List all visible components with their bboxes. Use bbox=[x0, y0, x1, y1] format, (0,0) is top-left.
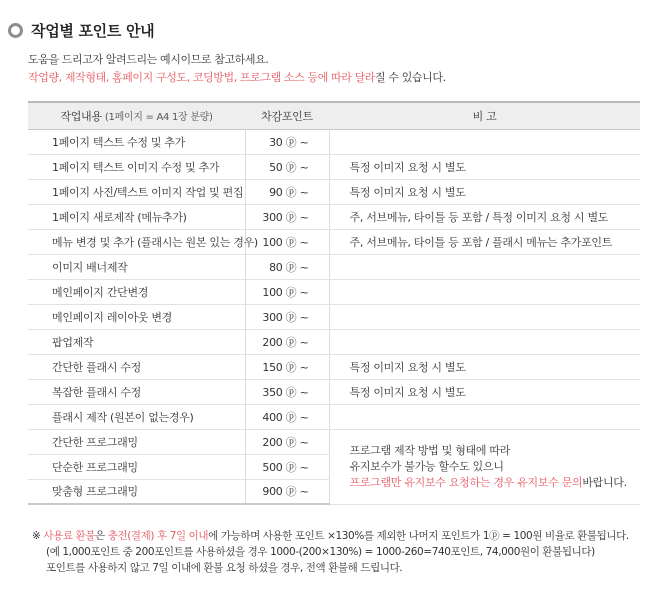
note-line-1 bbox=[32, 528, 629, 544]
points-table bbox=[28, 101, 640, 505]
cell-work: 간단한 플래시 수정 bbox=[28, 354, 245, 379]
header-points: 차감포인트 bbox=[245, 102, 329, 129]
cell-work: 복잡한 플래시 수정 bbox=[28, 379, 245, 404]
cell-work: 맞춤형 프로그래밍 bbox=[28, 479, 245, 504]
table-row bbox=[28, 229, 640, 254]
cell-points: 300 ⓟ ~ bbox=[245, 304, 329, 329]
cell-work: 단순한 프로그래밍 bbox=[28, 454, 245, 479]
table-row bbox=[28, 354, 640, 379]
intro-line-2-rest: 질 수 있습니다. bbox=[375, 71, 446, 84]
table-row bbox=[28, 379, 640, 404]
cell-work: 1페이지 텍스트 이미지 수정 및 추가 bbox=[28, 154, 245, 179]
intro-line-1: 도움을 드리고자 알려드리는 예시이므로 참고하세요. bbox=[28, 53, 269, 66]
cell-work: 1페이지 사진/텍스트 이미지 작업 및 편집 bbox=[28, 179, 245, 204]
table-row bbox=[28, 129, 640, 154]
header-work-sub: (1페이지 = A4 1장 분량) bbox=[104, 111, 213, 123]
section-header bbox=[8, 19, 154, 41]
cell-points: 100 ⓟ ~ bbox=[245, 279, 329, 304]
cell-points: 90 ⓟ ~ bbox=[245, 179, 329, 204]
table-row bbox=[28, 154, 640, 179]
note-mark: ※ bbox=[32, 530, 41, 542]
intro-line-2-highlight: 작업량, 제작형태, 홈페이지 구성도, 코딩방법, 프로그램 소스 등에 따라 달라 bbox=[28, 71, 376, 84]
cell-remarks: 특정 이미지 요청 시 별도 bbox=[329, 179, 640, 204]
header-work-label: 작업내용 bbox=[60, 109, 102, 123]
cell-remarks bbox=[329, 254, 640, 279]
program-remark-highlight: 프로그램만 유지보수 요청하는 경우 유지보수 문의 bbox=[349, 475, 583, 489]
cell-remarks: 특정 이미지 요청 시 별도 bbox=[329, 379, 640, 404]
header-work bbox=[28, 102, 245, 129]
program-remark-line-1: 프로그램 제작 방법 및 형태에 따라 bbox=[349, 443, 511, 457]
note-line-2: (예 1,000포인트 중 200포인트를 사용하셨을 경우 1000-(200×130%) = 1000-260=740포인트, 74,000원이 환불됩니다) bbox=[46, 546, 595, 558]
cell-work: 메인페이지 간단변경 bbox=[28, 279, 245, 304]
cell-points: 200 ⓟ ~ bbox=[245, 329, 329, 354]
table-row bbox=[28, 279, 640, 304]
cell-points: 30 ⓟ ~ bbox=[245, 129, 329, 154]
cell-points: 200 ⓟ ~ bbox=[245, 429, 329, 454]
note-period-highlight: 충전(결제) 후 7일 이내 bbox=[107, 530, 209, 542]
header-remarks: 비 고 bbox=[329, 102, 640, 129]
cell-remarks: 특정 이미지 요청 시 별도 bbox=[329, 154, 640, 179]
refund-notes bbox=[32, 528, 629, 576]
cell-remarks-program bbox=[329, 429, 640, 504]
cell-work: 1페이지 텍스트 수정 및 추가 bbox=[28, 129, 245, 154]
table-header-row bbox=[28, 102, 640, 129]
cell-remarks: 주, 서브메뉴, 타이틀 등 포함 / 플래시 메뉴는 추가포인트 bbox=[329, 229, 640, 254]
note-line-3: 포인트를 사용하지 않고 7일 이내에 환불 요청 하셨을 경우, 전액 환불해 드립니다. bbox=[46, 562, 403, 574]
cell-work: 팝업제작 bbox=[28, 329, 245, 354]
cell-remarks bbox=[329, 279, 640, 304]
cell-points: 80 ⓟ ~ bbox=[245, 254, 329, 279]
cell-remarks: 주, 서브메뉴, 타이틀 등 포함 / 특정 이미지 요청 시 별도 bbox=[329, 204, 640, 229]
cell-remarks bbox=[329, 304, 640, 329]
cell-points: 50 ⓟ ~ bbox=[245, 154, 329, 179]
table-row bbox=[28, 329, 640, 354]
note-text-a: 은 bbox=[95, 530, 105, 542]
cell-remarks bbox=[329, 129, 640, 154]
cell-points: 150 ⓟ ~ bbox=[245, 354, 329, 379]
cell-work: 메인페이지 레이아웃 변경 bbox=[28, 304, 245, 329]
table-row bbox=[28, 254, 640, 279]
cell-points: 900 ⓟ ~ bbox=[245, 479, 329, 504]
page-title: 작업별 포인트 안내 bbox=[31, 21, 155, 40]
cell-points: 500 ⓟ ~ bbox=[245, 454, 329, 479]
cell-work: 간단한 프로그래밍 bbox=[28, 429, 245, 454]
cell-remarks bbox=[329, 329, 640, 354]
program-remark-rest: 바랍니다. bbox=[582, 475, 627, 489]
table-row bbox=[28, 179, 640, 204]
table-row bbox=[28, 404, 640, 429]
cell-remarks: 특정 이미지 요청 시 별도 bbox=[329, 354, 640, 379]
cell-remarks bbox=[329, 404, 640, 429]
note-text-b: 에 가능하며 사용한 포인트 ×130%를 제외한 나머지 포인트가 1ⓟ = 100원 비율로 환불됩니다. bbox=[208, 530, 629, 542]
cell-work: 이미지 배너제작 bbox=[28, 254, 245, 279]
cell-points: 300 ⓟ ~ bbox=[245, 204, 329, 229]
program-remark-line-3 bbox=[350, 475, 641, 491]
table-row bbox=[28, 304, 640, 329]
intro-text bbox=[28, 51, 446, 87]
table-row bbox=[28, 429, 640, 454]
cell-work: 메뉴 변경 및 추가 (플래시는 원본 있는 경우) bbox=[28, 229, 245, 254]
cell-work: 1페이지 새로제작 (메뉴추가) bbox=[28, 204, 245, 229]
intro-line-2 bbox=[28, 69, 446, 87]
circle-bullet-icon bbox=[8, 23, 23, 38]
note-refund-highlight: 사용료 환불 bbox=[43, 530, 96, 542]
table-row bbox=[28, 204, 640, 229]
cell-points: 400 ⓟ ~ bbox=[245, 404, 329, 429]
cell-points: 350 ⓟ ~ bbox=[245, 379, 329, 404]
cell-points: 100 ⓟ ~ bbox=[245, 229, 329, 254]
cell-work: 플래시 제작 (원본이 없는경우) bbox=[28, 404, 245, 429]
program-remark-line-2: 유지보수가 불가능 할수도 있으니 bbox=[349, 459, 504, 473]
